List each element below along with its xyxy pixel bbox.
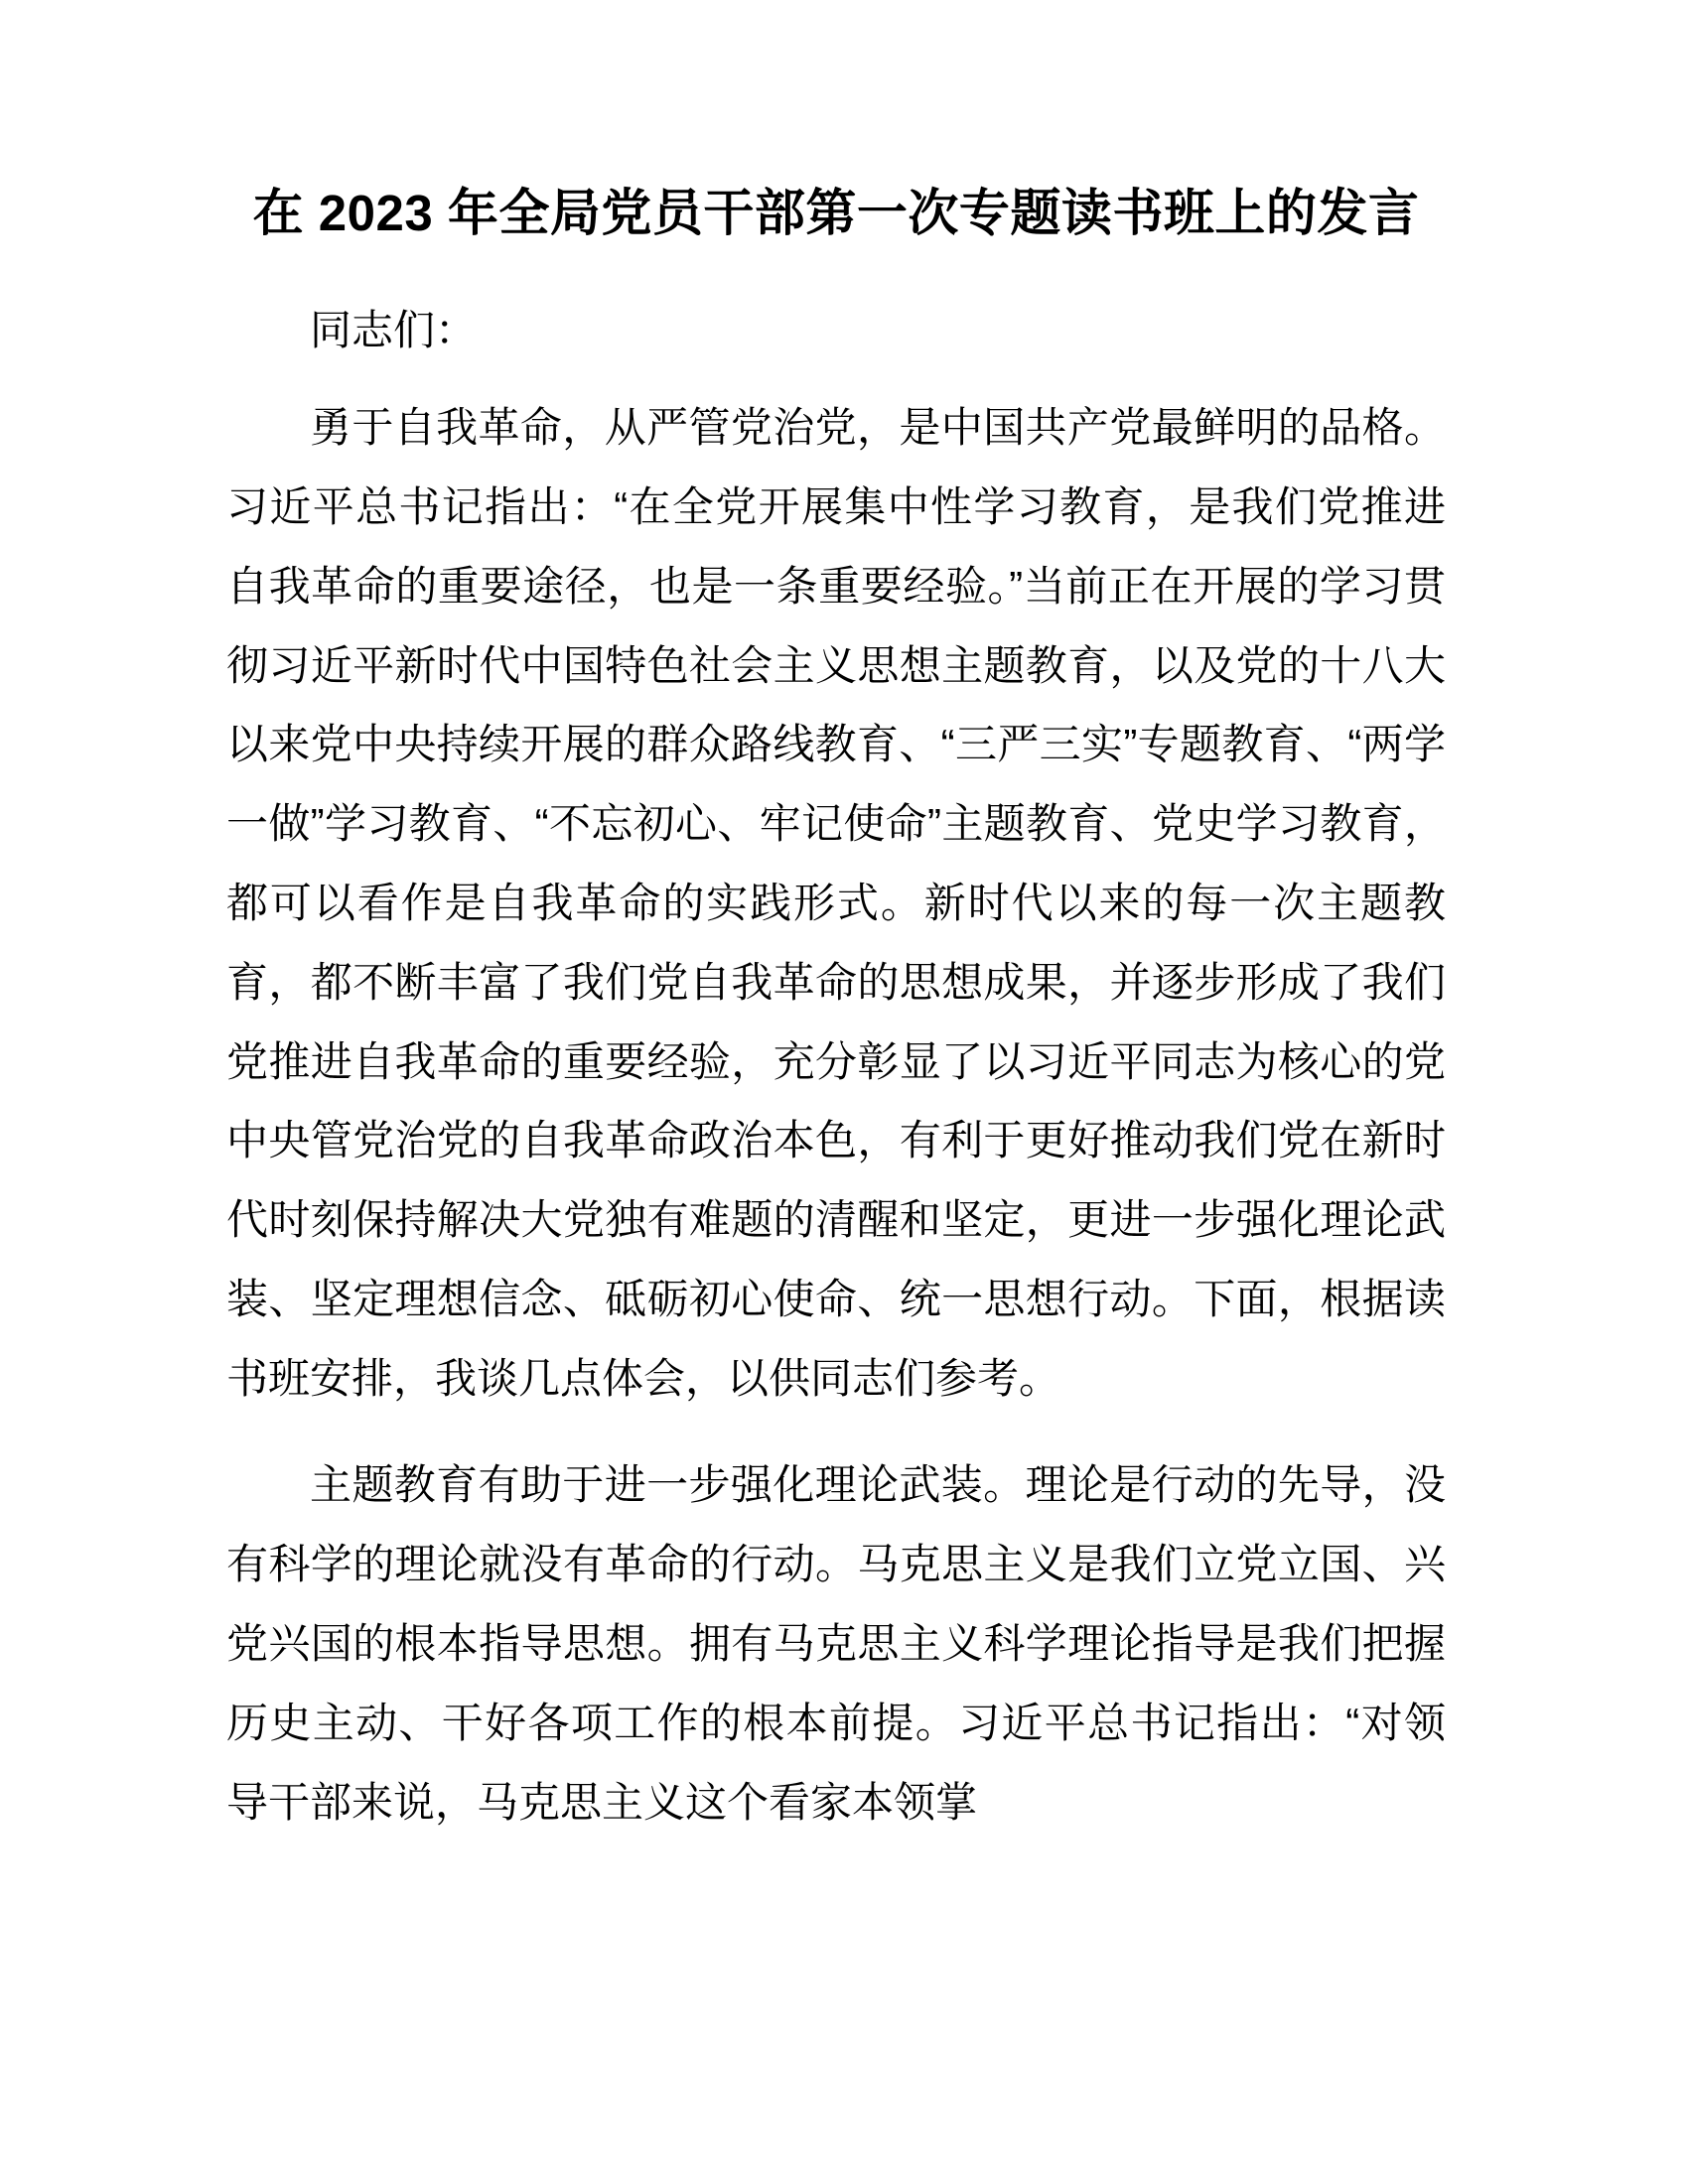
- page-title: 在 2023 年全局党员干部第一次专题读书班上的发言: [252, 185, 1420, 241]
- body-paragraph-1: 勇于自我革命，从严管党治党，是中国共产党最鲜明的品格。习近平总书记指出：“在全党开展集中性学习教育，是我们党推进自我革命的重要途径，也是一条重要经验。”当前正在开展的学习贯彻习近平新时代中国特色社会主义思想主题教育，以及党的十八大以来党中央持续开展的群众路线教育、“三严三实”专题教育、“两学一做”学习教育、“不忘初心、牢记使命”主题教育、党史学习教育，都可以看作是自我革命的实践形式。新时代以来的每一次主题教育，都不断丰富了我们党自我革命的思想成果，并逐步形成了我们党推进自我革命的重要经验，充分彰显了以习近平同志为核心的党中央管党治党的自我革命政治本色，有利于更好推动我们党在新时代时刻保持解决大党独有难题的清醒和坚定，更进一步强化理论武装、坚定理想信念、砥砺初心使命、统一思想行动。下面，根据读书班安排，我谈几点体会，以供同志们参考。: [226, 404, 1446, 1402]
- document-text-column: [226, 0, 1446, 1842]
- body-paragraph-2: 主题教育有助于进一步强化理论武装。理论是行动的先导，没有科学的理论就没有革命的行动。马克思主义是我们立党立国、兴党兴国的根本指导思想。拥有马克思主义科学理论指导是我们把握历史主动、干好各项工作的根本前提。习近平总书记指出：“对领导干部来说，马克思主义这个看家本领掌: [226, 1461, 1446, 1826]
- salutation-line: 同志们：: [310, 307, 478, 354]
